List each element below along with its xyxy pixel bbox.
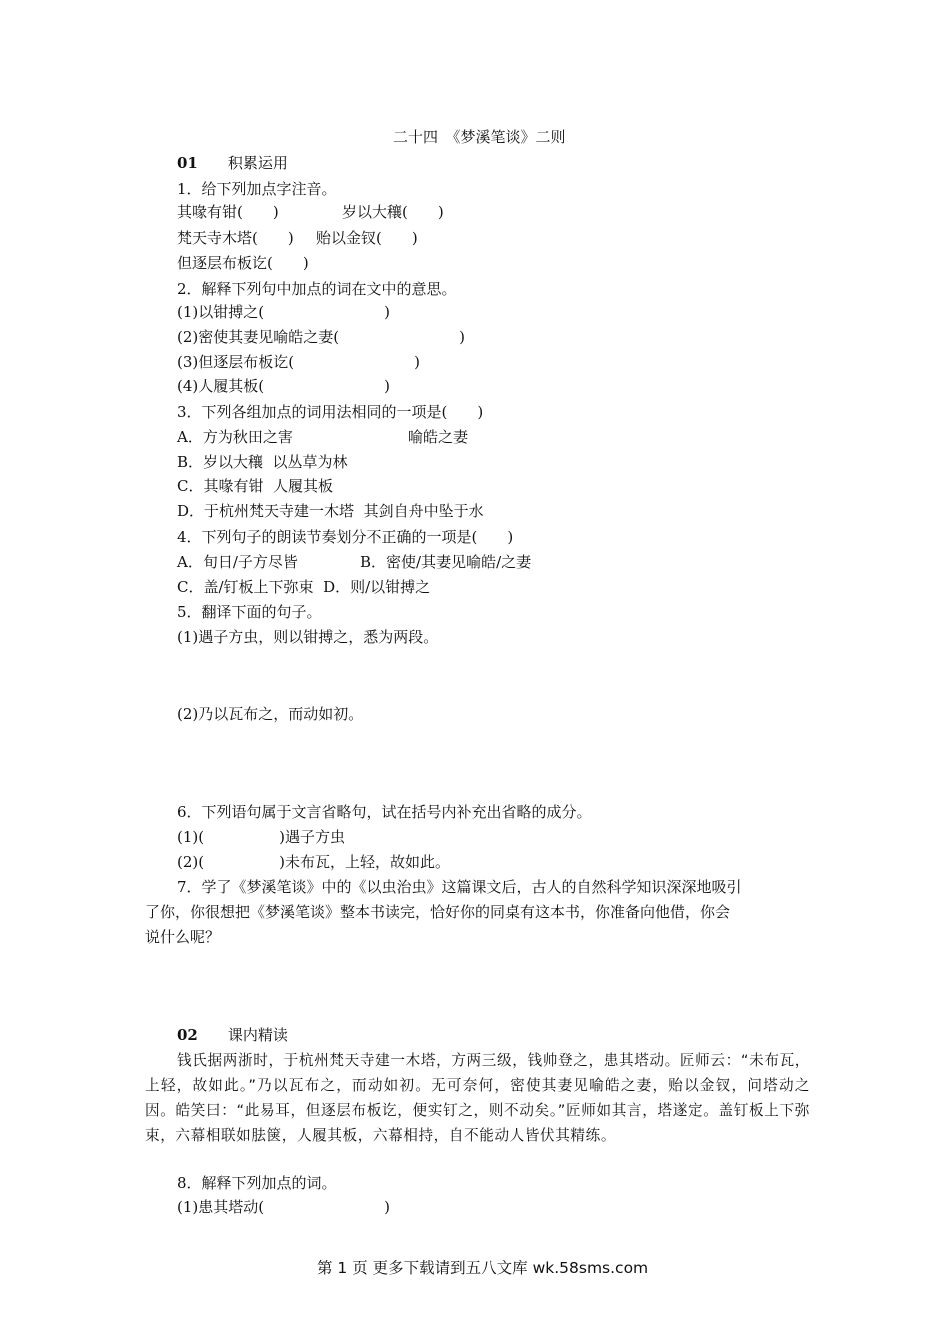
q3-option-a: A．方为秋田之害 (177, 428, 293, 446)
q2-item-4: (4)人履其板( ) (177, 377, 390, 395)
q3-option-a-pair: 喻皓之妻 (408, 428, 469, 446)
q3-option-d: D．于杭州梵天寺建一木塔 其剑自舟中坠于水 (177, 502, 484, 520)
q1-item-1: 其喙有钳( ) (177, 203, 279, 221)
q1-item-2: 岁以大穰( ) (342, 203, 444, 221)
q6-sentence-1: (1)( )遇子方虫 (177, 828, 345, 846)
section-2-number: 02 (177, 1026, 198, 1044)
question-4-stem: 4．下列句子的朗读节奏划分不正确的一项是( ) (177, 528, 514, 546)
q5-sentence-1: (1)遇子方虫，则以钳搏之，悉为两段。 (177, 628, 439, 646)
section-1-number: 01 (177, 154, 198, 172)
question-1-stem: 1．给下列加点字注音。 (177, 180, 337, 198)
q2-item-3: (3)但逐层布板讫( ) (177, 353, 420, 371)
question-2-stem: 2．解释下列句中加点的词在文中的意思。 (177, 280, 457, 298)
q4-option-b: B．密使/其妻见喻皓/之妻 (360, 553, 532, 571)
section-1-label: 积累运用 (227, 154, 288, 172)
q8-item-1: (1)患其塔动( ) (177, 1198, 390, 1216)
q1-item-4: 贻以金钗( ) (316, 229, 418, 247)
q3-option-b: B．岁以大穰 以丛草为林 (177, 453, 348, 471)
reading-passage: 钱氏据两浙时，于杭州梵天寺建一木塔，方两三级，钱帅登之，患其塔动。匠师云：“未布瓦，上轻，故如此。”乃以瓦布之，而动如初。无可奈何，密使其妻见喻皓之妻，贻以金钗，问塔动之因。皓笑曰：“此易耳，但逐层布板讫，便实钉之，则不动矣。”匠师如其言，塔遂定。盖钉板上下弥束，六幕相联如胠箧，人履其板，六幕相持，自不能动人皆伏其精练。 (145, 1052, 810, 1144)
question-3-stem: 3．下列各组加点的词用法相同的一项是( ) (177, 403, 484, 421)
page-title: 二十四 《梦溪笔谈》二则 (393, 128, 566, 146)
q2-item-2: (2)密使其妻见喻皓之妻( ) (177, 328, 465, 346)
q4-option-cd: C．盖/钉板上下弥束 D．则/以钳搏之 (177, 578, 431, 596)
page-footer: 第 1 页 更多下载请到五八文库 wk.58sms.com (317, 1259, 649, 1277)
q6-sentence-2: (2)( )未布瓦，上轻，故如此。 (177, 853, 450, 871)
question-5-stem: 5．翻译下面的句子。 (177, 603, 322, 621)
q5-sentence-2: (2)乃以瓦布之，而动如初。 (177, 705, 364, 723)
question-7-line-2: 了你，你很想把《梦溪笔谈》整本书读完，恰好你的同桌有这本书，你准备向他借，你会 (145, 903, 731, 921)
question-6-stem: 6．下列语句属于文言省略句，试在括号内补充出省略的成分。 (177, 803, 592, 821)
question-7-line-1: 7．学了《梦溪笔谈》中的《以虫治虫》这篇课文后，古人的自然科学知识深深地吸引 (177, 878, 742, 896)
section-2-label: 课内精读 (227, 1026, 288, 1044)
q4-option-a: A．旬日/子方尽皆 (177, 553, 298, 571)
section-2-heading (177, 1025, 288, 1045)
q1-item-3: 梵天寺木塔( ) (177, 229, 294, 247)
section-1-heading (177, 153, 288, 173)
q2-item-1: (1)以钳搏之( ) (177, 303, 390, 321)
question-7-line-3: 说什么呢？ (145, 928, 221, 946)
question-8-stem: 8．解释下列加点的词。 (177, 1174, 337, 1192)
q1-item-5: 但逐层布板讫( ) (177, 254, 309, 272)
q3-option-c: C．其喙有钳 人履其板 (177, 477, 334, 495)
